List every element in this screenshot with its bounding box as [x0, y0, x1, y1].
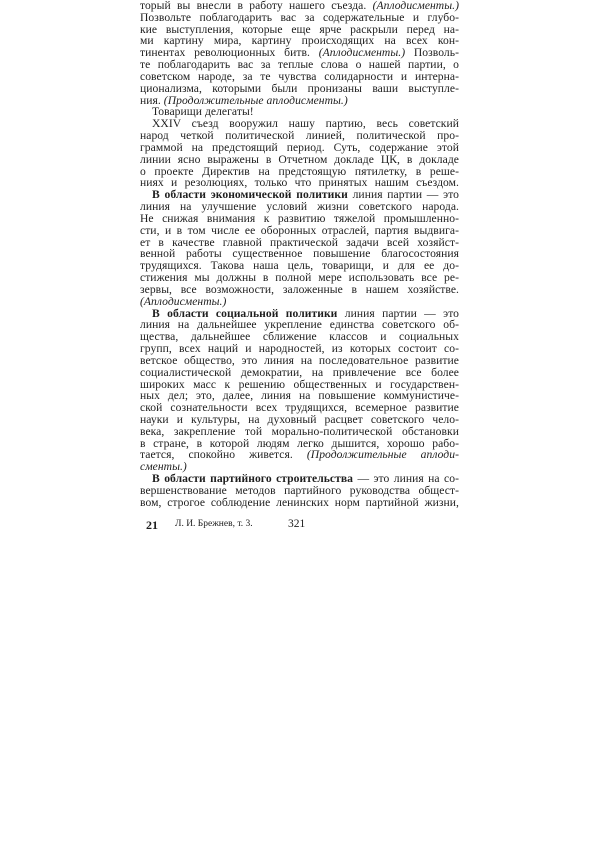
text-segment: ет в качестве главной практической задачи всей хозяйст-	[140, 235, 459, 249]
bold-heading-text: В области партийного строительства	[152, 472, 354, 486]
text-segment: линия на улучшение условий жизни советского народа.	[140, 200, 459, 214]
text-segment: Не снижая внимания к развитию тяжелой промышленно-	[140, 211, 459, 225]
text-segment: трудящихся. Такова наша цель, товарищи, и для ее до-	[140, 259, 459, 273]
text-segment: века, закрепление той морально-политической обстановки	[140, 424, 459, 438]
text-segment: венной работы существенное повышение благосостояния	[140, 247, 459, 261]
signature-mark: 21	[146, 518, 158, 532]
text-segment: ниях и резолюциях, только что принятых нашим съездом.	[140, 176, 459, 190]
text-segment: сти, и в том числе ее оборонных отраслей, партия выдвига-	[140, 223, 459, 237]
italic-remark: (Продолжительные аплодисменты.)	[163, 93, 348, 107]
text-segment: кие выступления, которые еще ярче раскрыли перед на-	[140, 22, 459, 36]
text-segment: Товарищи делегаты!	[152, 105, 254, 119]
text-segment: те поблагодарить вас за теплые слова о нашей партии, о	[140, 58, 459, 72]
italic-remark: (Продолжительные аплоди-	[306, 448, 459, 462]
text-segment: широких масс к решению общественных и государствен-	[140, 377, 459, 391]
text-segment: народ четкой политической линией, политической про-	[140, 129, 459, 143]
text-segment: линия на дальнейшее укрепление единства советского об-	[140, 318, 459, 332]
text-segment: науки и культуры, на духовный расцвет советского чело-	[140, 412, 459, 426]
text-segment: групп, всех наций и народностей, из которых состоит со-	[140, 342, 459, 356]
bold-heading-text: В области социальной политики	[152, 306, 338, 320]
italic-remark: (Аплодисменты.)	[372, 0, 459, 12]
text-segment: ния.	[140, 93, 164, 107]
text-segment: XXIV съезд вооружил нашу партию, весь советский	[152, 117, 459, 131]
italic-remark: (Аплодисменты.)	[318, 46, 406, 60]
book-title: Л. И. Брежнев, т. 3.	[175, 519, 253, 529]
text-segment: щества, дальнейшее сближение классов и социальных	[140, 330, 459, 344]
italic-remark: сменты.)	[140, 460, 187, 474]
text-segment: о проекте Директив на предстоящую пятилетку, в реше-	[140, 164, 459, 178]
page-footer	[140, 518, 459, 532]
text-segment: торый вы внесли в работу нашего съезда.	[140, 0, 373, 12]
text-segment: ской сознательности всех трудящихся, всемерное развитие	[140, 401, 459, 415]
text-segment: линии ясно выражены в Отчетном докладе ЦК, в докладе	[140, 152, 459, 166]
text-segment: тается, спокойно живется.	[140, 448, 307, 462]
text-segment: Позвольте поблагодарить вас за содержательные и глубо-	[140, 10, 459, 24]
text-segment: тинентах революционных битв.	[140, 46, 319, 60]
text-segment: ционализма, которыми были пронизаны ваши выступле-	[140, 81, 459, 95]
italic-remark: (Аплодисменты.)	[140, 294, 227, 308]
text-line	[140, 449, 459, 461]
text-segment: социалистической демократии, на привлечение все более	[140, 365, 459, 379]
text-segment: в стране, в которой людям легко дышится, хорошо рабо-	[140, 436, 459, 450]
text-segment: вершенствование методов партийного руководства общест-	[140, 483, 459, 497]
bold-heading-text: В области экономической политики	[152, 188, 348, 202]
text-segment: зервы, все возможности, заложенные в нашем хозяйстве.	[140, 282, 459, 296]
text-segment: — это линия на со-	[353, 472, 459, 486]
text-segment: граммой на предстоящий период. Суть, содержание этой	[140, 140, 459, 154]
text-segment: линия партии — это	[337, 306, 460, 320]
text-segment: ми картину мира, картину происходящих на всех кон-	[140, 34, 459, 48]
text-segment: Позволь-	[405, 46, 459, 60]
text-segment: стижения мы должны в полной мере использовать все ре-	[140, 271, 459, 285]
text-line	[140, 497, 459, 509]
text-segment: линия партии — это	[347, 188, 459, 202]
text-segment: вом, строгое соблюдение ленинских норм партийной жизни,	[140, 495, 459, 509]
page-number: 321	[288, 518, 306, 530]
text-segment: советском народе, за те чувства солидарности и интерна-	[140, 69, 459, 83]
page-text	[140, 0, 459, 509]
text-segment: ветское общество, это линия на последовательное развитие	[140, 353, 459, 367]
text-segment: ных дел; это, далее, линия на повышение коммунистиче-	[140, 389, 459, 403]
